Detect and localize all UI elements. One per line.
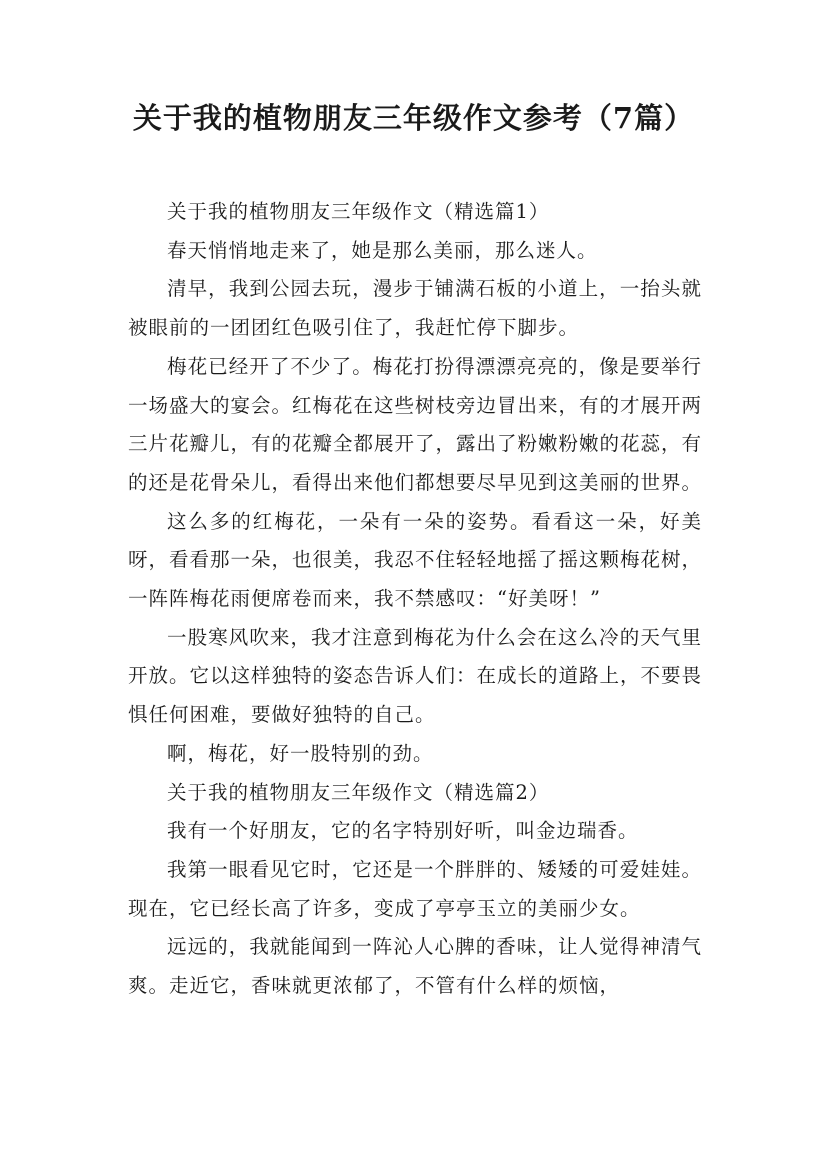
paragraph: 清早，我到公园去玩，漫步于铺满石板的小道上，一抬头就被眼前的一团团红色吸引住了，我赶忙停下脚步。 bbox=[128, 277, 702, 340]
paragraph: 啊，梅花，好一股特别的劲。 bbox=[167, 741, 434, 765]
paragraph-section-heading-2: 关于我的植物朋友三年级作文（精选篇2） bbox=[167, 780, 550, 804]
paragraph-section-heading-1: 关于我的植物朋友三年级作文（精选篇1） bbox=[167, 200, 550, 223]
document-body bbox=[128, 193, 702, 1006]
paragraph: 我有一个好朋友，它的名字特别好听，叫金边瑞香。 bbox=[167, 819, 639, 843]
paragraph: 梅花已经开了不少了。梅花打扮得漂漂亮亮的，像是要举行一场盛大的宴会。红梅花在这些树枝旁边冒出来，有的才展开两三片花瓣儿，有的花瓣全都展开了，露出了粉嫩粉嫩的花蕊，有的还是花骨朵儿，看得出来他们都想要尽早见到这美丽的世界。 bbox=[128, 354, 703, 494]
paragraph: 远远的，我就能闻到一阵沁人心脾的香味，让人觉得神清气爽。走近它，香味就更浓郁了，不管有什么样的烦恼， bbox=[128, 935, 702, 998]
paragraph: 这么多的红梅花，一朵有一朵的姿势。看看这一朵，好美呀，看看那一朵，也很美，我忍不住轻轻地摇了摇这颗梅花树，一阵阵梅花雨便席卷而来，我不禁感叹：“好美呀！” bbox=[128, 509, 703, 611]
document-title: 关于我的植物朋友三年级作文参考（7篇） bbox=[132, 101, 695, 135]
paragraph: 春天悄悄地走来了，她是那么美丽，那么迷人。 bbox=[167, 238, 598, 262]
paragraph: 我第一眼看见它时，它还是一个胖胖的、矮矮的可爱娃娃。现在，它已经长高了许多，变成了亭亭玉立的美丽少女。 bbox=[128, 857, 702, 920]
paragraph: 一股寒风吹来，我才注意到梅花为什么会在这么冷的天气里开放。它以这样独特的姿态告诉人们：在成长的道路上，不要畏惧任何困难，要做好独特的自己。 bbox=[128, 625, 703, 727]
